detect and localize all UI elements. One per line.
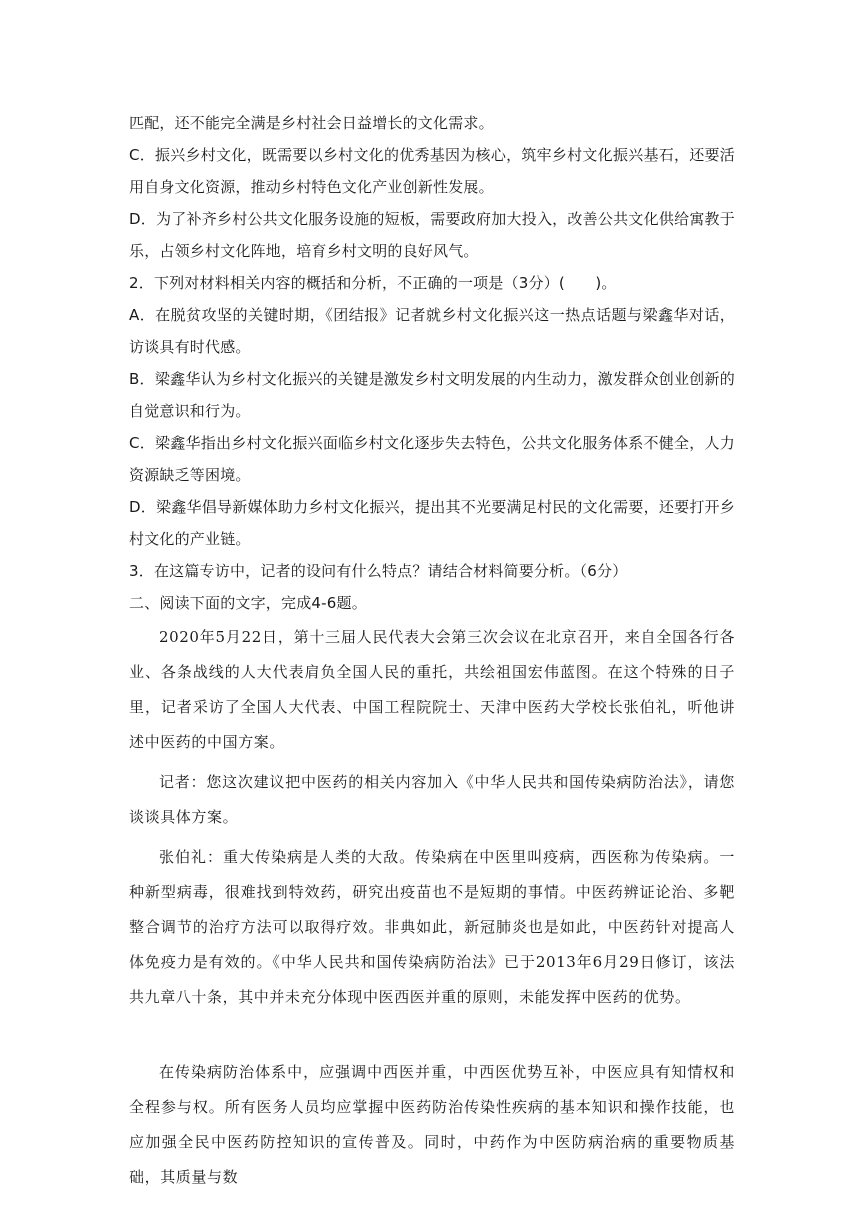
option-c-2: C．梁鑫华指出乡村文化振兴面临乡村文化逐步失去特色，公共文化服务体系不健全，人力资源缺乏等困境。 (129, 434, 735, 484)
passage-paragraph-1: 2020年5月22日，第十三届人民代表大会第三次会议在北京召开，来自全国各行各业、各条战线的人大代表肩负全国人民的重托，共绘祖国宏伟蓝图。在这个特殊的日子里，记者采访了全国人大代表、中国工程院院士、天津中医药大学校长张伯礼，听他讲述中医药的中国方案。 (129, 628, 735, 751)
passage-paragraph-2: 记者：您这次建议把中医药的相关内容加入《中华人民共和国传染病防治法》，请您谈谈具体方案。 (129, 773, 735, 826)
passage-paragraph-4: 在传染病防治体系中，应强调中西医并重，中西医优势互补，中医应具有知情权和全程参与权。所有医务人员均应掌握中医药防治传染性疾病的基本知识和操作技能，也应加强全民中医药防控知识的宣传普及。同时，中药作为中医防病治病的重要物质基础，其质量与数 (129, 1063, 735, 1186)
section-heading-2: 二、阅读下面的文字，完成4-6题。 (129, 594, 367, 612)
option-c-1: C．振兴乡村文化，既需要以乡村文化的优秀基因为核心，筑牢乡村文化振兴基石，还要活用自身文化资源，推动乡村特色文化产业创新性发展。 (129, 146, 735, 196)
passage-paragraph-3: 张伯礼：重大传染病是人类的大敌。传染病在中医里叫疫病，西医称为传染病。一种新型病毒，很难找到特效药，研究出疫苗也不是短期的事情。中医药辨证论治、多靶整合调节的治疗方法可以取得疗效。非典如此，新冠肺炎也是如此，中医药针对提高人体免疫力是有效的。《中华人民共和国传染病防治法》已于2013年6月29日修订，该法共九章八十条，其中并未充分体现中医西医并重的原则，未能发挥中医药的优势。 (129, 848, 735, 1006)
option-d-2: D．梁鑫华倡导新媒体助力乡村文化振兴，提出其不光要满足村民的文化需要，还要打开乡村文化的产业链。 (129, 498, 735, 548)
option-b-2: B．梁鑫华认为乡村文化振兴的关键是激发乡村文明发展的内生动力，激发群众创业创新的自觉意识和行为。 (129, 370, 735, 420)
question-3: 3．在这篇专访中，记者的设问有什么特点？请结合材料简要分析。（6分） (129, 562, 628, 580)
option-a-2: A．在脱贫攻坚的关键时期，《团结报》记者就乡村文化振兴这一热点话题与梁鑫华对话，访谈具有时代感。 (129, 306, 735, 356)
text-line-continuation: 匹配，还不能完全满是乡村社会日益增长的文化需求。 (129, 114, 494, 132)
option-d-1: D．为了补齐乡村公共文化服务设施的短板，需要政府加大投入，改善公共文化供给寓教于乐，占领乡村文化阵地，培育乡村文明的良好风气。 (129, 210, 735, 260)
question-2: 2．下列对材料相关内容的概括和分析，不正确的一项是（3分）( )。 (129, 274, 617, 292)
